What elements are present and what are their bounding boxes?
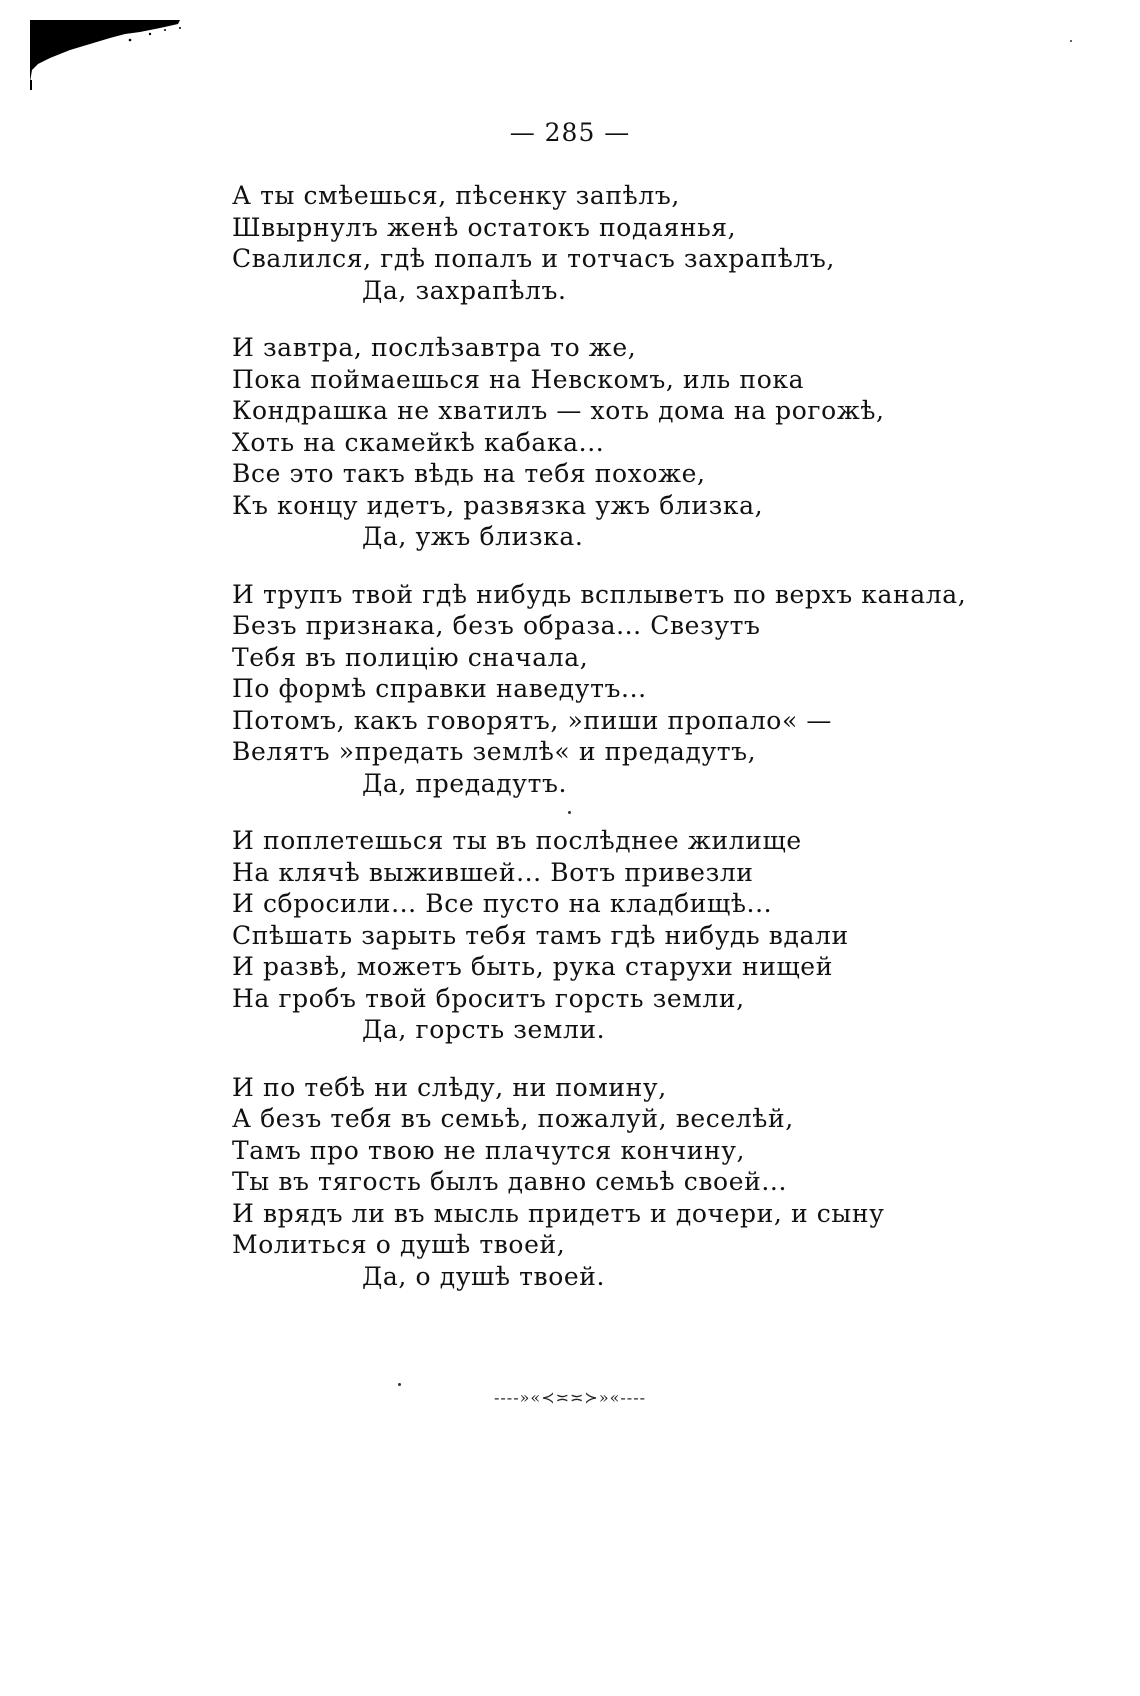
poem-line: Швырнулъ женѣ остатокъ подаянья, — [232, 212, 737, 242]
poem-line: Потомъ, какъ говорятъ, »пиши пропало« — — [232, 705, 832, 735]
stanza — [232, 332, 1112, 553]
poem-refrain: Да, о душѣ твоей. — [362, 1261, 606, 1291]
poem-line: Ты въ тягость былъ давно семьѣ своей... — [232, 1167, 788, 1196]
poem-line: Хоть на скамейкѣ кабака... — [232, 427, 605, 457]
poem-line: Все это такъ вѣдь на тебя похоже, — [232, 459, 706, 488]
poem-line: Тебя въ полицію сначала, — [232, 642, 589, 672]
poem-line: Тамъ про твою не плачутся кончину, — [232, 1135, 746, 1165]
poem-line: На клячѣ выжившей... Вотъ привезли — [232, 857, 754, 887]
poem — [232, 180, 1112, 1318]
poem-line: Безъ признака, безъ образа... Свезутъ — [232, 611, 761, 640]
scan-speck — [1070, 40, 1072, 42]
poem-line: По формѣ справки наведутъ... — [232, 674, 647, 703]
poem-refrain: Да, предадутъ. — [362, 768, 568, 798]
poem-line: И развѣ, можетъ быть, рука старухи нищей — [232, 952, 833, 981]
poem-line: И сбросили... Все пусто на кладбищѣ... — [232, 889, 773, 918]
poem-line: Молиться о душѣ твоей, — [232, 1230, 566, 1259]
stanza — [232, 180, 1112, 306]
stanza — [232, 1072, 1112, 1293]
poem-line: И поплетешься ты въ послѣднее жилище — [232, 826, 802, 855]
poem-line: И трупъ твой гдѣ нибудь всплыветъ по верхъ канала, — [232, 579, 967, 609]
poem-line: Пока поймаешься на Невскомъ, иль пока — [232, 364, 805, 394]
scan-speck — [568, 811, 571, 814]
poem-refrain: Да, захрапѣлъ. — [362, 275, 567, 305]
end-ornament: ----»«≺≍≍≻»«---- — [493, 1388, 647, 1407]
scan-speck — [398, 1383, 401, 1386]
poem-line: На гробъ твой броситъ горсть земли, — [232, 983, 745, 1013]
stanza — [232, 825, 1112, 1046]
poem-line: И по тебѣ ни слѣду, ни помину, — [232, 1072, 667, 1102]
poem-refrain: Да, ужъ близка. — [362, 522, 584, 551]
page-number: — 285 — — [509, 118, 631, 147]
poem-line: И завтра, послѣзавтра то же, — [232, 333, 637, 362]
poem-line: Кондрашка не хватилъ — хоть дома на рогожѣ, — [232, 396, 885, 425]
poem-line: Спѣшать зарыть тебя тамъ гдѣ нибудь вдали — [232, 920, 849, 950]
poem-line: Свалился, гдѣ попалъ и тотчасъ захрапѣлъ, — [232, 244, 835, 273]
poem-refrain: Да, горсть земли. — [362, 1015, 606, 1044]
poem-line: А безъ тебя въ семьѣ, пожалуй, веселѣй, — [232, 1104, 794, 1133]
poem-line: А ты смѣешься, пѣсенку запѣлъ, — [232, 181, 680, 210]
poem-line: И врядъ ли въ мысль придетъ и дочери, и сыну — [232, 1198, 885, 1228]
stanza — [232, 579, 1112, 800]
poem-line: Велятъ »предать землѣ« и предадутъ, — [232, 737, 757, 766]
scan-artifact — [30, 20, 190, 90]
poem-line: Къ концу идетъ, развязка ужъ близка, — [232, 490, 764, 520]
